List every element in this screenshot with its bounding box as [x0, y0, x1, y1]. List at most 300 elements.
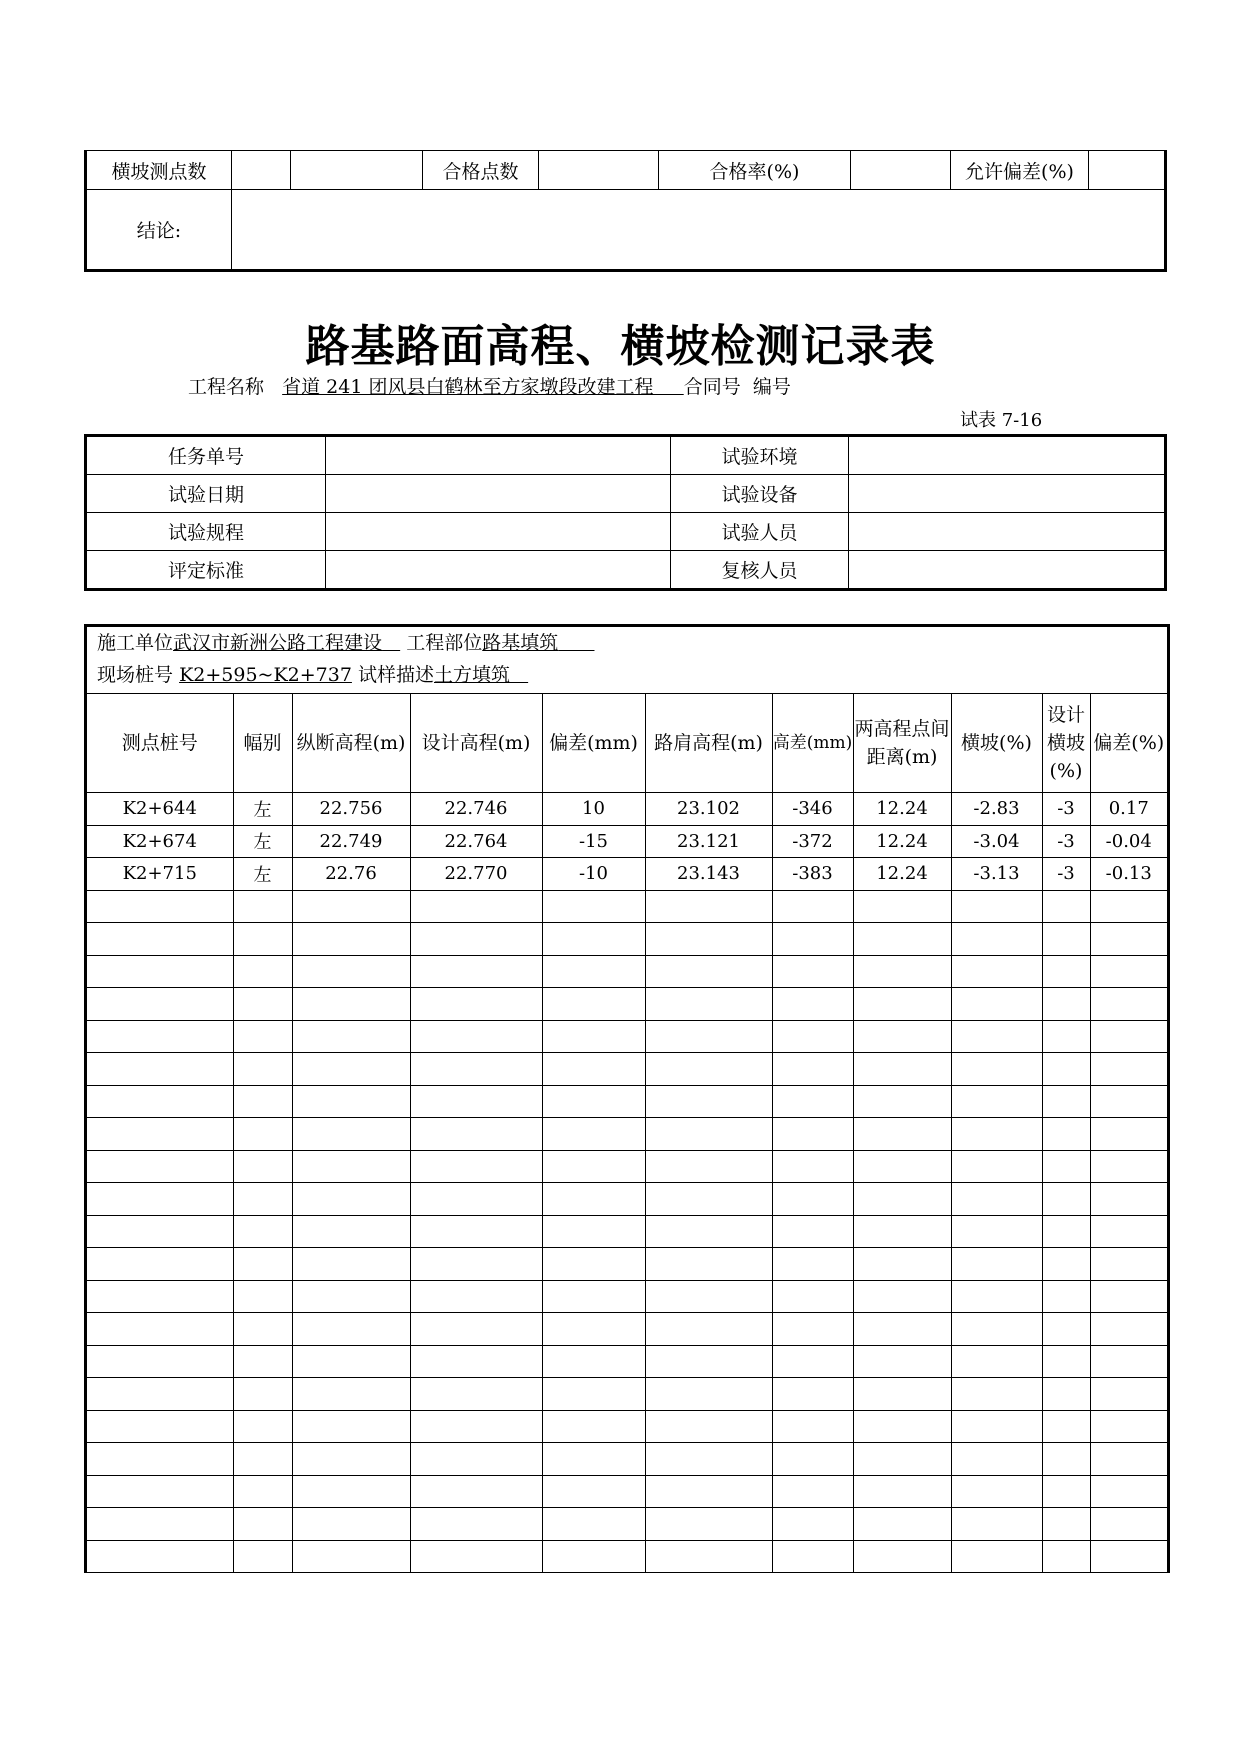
table-cell[interactable] — [542, 1540, 645, 1573]
table-cell[interactable] — [1042, 1475, 1090, 1508]
table-cell[interactable] — [772, 1378, 853, 1411]
table-row — [87, 890, 1167, 923]
table-cell[interactable] — [645, 1378, 772, 1411]
table-cell[interactable] — [233, 1150, 292, 1183]
table-cell[interactable]: 10 — [542, 793, 645, 826]
table-cell[interactable] — [87, 1475, 233, 1508]
table-cell[interactable] — [645, 1053, 772, 1086]
table-cell[interactable] — [951, 1410, 1042, 1443]
table-cell[interactable] — [645, 1020, 772, 1053]
table-cell[interactable] — [951, 923, 1042, 956]
table-cell[interactable] — [853, 1118, 951, 1151]
table-cell[interactable]: 22.764 — [410, 825, 542, 858]
table-cell[interactable] — [292, 1345, 410, 1378]
table-cell[interactable] — [233, 890, 292, 923]
table-cell[interactable] — [233, 1053, 292, 1086]
table-cell[interactable]: 22.76 — [292, 858, 410, 891]
table-cell[interactable] — [951, 1053, 1042, 1086]
table-cell[interactable] — [410, 1085, 542, 1118]
table-cell[interactable] — [1090, 1248, 1167, 1281]
table-cell[interactable] — [542, 1508, 645, 1541]
table-cell[interactable]: 23.102 — [645, 793, 772, 826]
table-cell[interactable] — [292, 1053, 410, 1086]
table-cell[interactable] — [233, 1443, 292, 1476]
table-cell[interactable] — [87, 1150, 233, 1183]
table-cell[interactable] — [1090, 1183, 1167, 1216]
table-cell[interactable] — [542, 1020, 645, 1053]
table-cell[interactable] — [542, 1475, 645, 1508]
table-cell[interactable] — [1042, 955, 1090, 988]
table-cell[interactable] — [410, 1540, 542, 1573]
table-cell[interactable] — [1042, 1020, 1090, 1053]
table-row — [87, 825, 1167, 858]
table-cell[interactable] — [233, 1508, 292, 1541]
table-cell[interactable] — [292, 1378, 410, 1411]
table-cell[interactable] — [233, 1248, 292, 1281]
table-cell[interactable] — [542, 1183, 645, 1216]
table-cell[interactable] — [853, 1410, 951, 1443]
table-cell[interactable] — [542, 1150, 645, 1183]
table-cell[interactable]: 22.756 — [292, 793, 410, 826]
table-cell[interactable] — [645, 1508, 772, 1541]
table-cell[interactable] — [1090, 1280, 1167, 1313]
table-cell[interactable] — [772, 955, 853, 988]
table-row — [87, 955, 1167, 988]
table-cell[interactable] — [645, 1475, 772, 1508]
staff-value[interactable] — [849, 513, 1166, 551]
col-header: 设计高程(m) — [410, 694, 542, 793]
table-cell[interactable] — [233, 1313, 292, 1346]
table-cell[interactable] — [1090, 1020, 1167, 1053]
table-cell[interactable] — [1042, 1248, 1090, 1281]
table-cell[interactable] — [1042, 1085, 1090, 1118]
pile-label: 现场桩号 — [97, 664, 174, 686]
table-cell[interactable] — [87, 1540, 233, 1573]
env-value[interactable] — [849, 436, 1166, 475]
table-cell[interactable] — [1042, 1215, 1090, 1248]
table-cell[interactable] — [87, 1313, 233, 1346]
table-cell[interactable] — [853, 1378, 951, 1411]
table-cell[interactable] — [410, 1280, 542, 1313]
table-cell[interactable] — [1090, 1475, 1167, 1508]
table-cell[interactable] — [951, 1475, 1042, 1508]
table-cell[interactable] — [87, 1508, 233, 1541]
table-cell[interactable] — [233, 988, 292, 1021]
table-cell[interactable] — [1090, 1540, 1167, 1573]
conclusion-value[interactable] — [232, 190, 1166, 271]
table-cell[interactable] — [87, 1020, 233, 1053]
table-cell[interactable] — [1042, 890, 1090, 923]
table-cell[interactable] — [1042, 1053, 1090, 1086]
table-cell[interactable] — [410, 923, 542, 956]
table-cell[interactable] — [1042, 1378, 1090, 1411]
table-cell[interactable] — [410, 1378, 542, 1411]
table-cell[interactable] — [87, 1085, 233, 1118]
table-cell[interactable] — [292, 1248, 410, 1281]
table-cell[interactable] — [233, 1280, 292, 1313]
table-cell[interactable] — [542, 988, 645, 1021]
table-cell[interactable]: -2.83 — [951, 793, 1042, 826]
table-cell[interactable] — [853, 1020, 951, 1053]
table-cell[interactable] — [951, 1313, 1042, 1346]
col-header: 两高程点间距离(m) — [853, 694, 951, 793]
table-row — [87, 793, 1167, 826]
table-cell[interactable] — [951, 1345, 1042, 1378]
table-cell[interactable] — [542, 1443, 645, 1476]
table-row — [87, 1085, 1167, 1118]
table-cell[interactable] — [645, 1410, 772, 1443]
table-cell[interactable] — [951, 1378, 1042, 1411]
table-cell[interactable] — [853, 1053, 951, 1086]
table-cell[interactable] — [87, 1443, 233, 1476]
table-cell[interactable] — [645, 1540, 772, 1573]
allow-dev-value[interactable] — [1089, 151, 1166, 190]
table-cell[interactable] — [87, 1053, 233, 1086]
table-cell[interactable] — [951, 1085, 1042, 1118]
table-cell[interactable]: -10 — [542, 858, 645, 891]
table-cell[interactable] — [292, 1475, 410, 1508]
table-cell[interactable] — [645, 923, 772, 956]
count-value[interactable] — [232, 151, 291, 190]
table-cell[interactable] — [951, 1118, 1042, 1151]
table-cell[interactable] — [1090, 890, 1167, 923]
table-cell[interactable] — [951, 1215, 1042, 1248]
table-cell[interactable]: -346 — [772, 793, 853, 826]
table-cell[interactable] — [542, 923, 645, 956]
table-cell[interactable] — [542, 1378, 645, 1411]
table-cell[interactable] — [410, 890, 542, 923]
table-cell[interactable] — [853, 988, 951, 1021]
table-cell[interactable] — [853, 1313, 951, 1346]
table-cell[interactable] — [87, 988, 233, 1021]
table-cell[interactable] — [772, 890, 853, 923]
table-cell[interactable] — [1090, 1085, 1167, 1118]
table-cell[interactable] — [542, 1085, 645, 1118]
table-cell[interactable] — [542, 1345, 645, 1378]
table-cell[interactable] — [772, 1313, 853, 1346]
table-cell[interactable] — [292, 1183, 410, 1216]
table-cell[interactable] — [645, 1280, 772, 1313]
blank-cell[interactable] — [291, 151, 423, 190]
table-cell[interactable] — [951, 988, 1042, 1021]
table-cell[interactable]: K2+674 — [87, 825, 233, 858]
table-cell[interactable] — [1042, 1313, 1090, 1346]
table-cell[interactable] — [853, 955, 951, 988]
table-cell[interactable] — [1042, 1540, 1090, 1573]
table-cell[interactable] — [772, 1215, 853, 1248]
table-cell[interactable] — [1090, 988, 1167, 1021]
table-cell[interactable] — [645, 955, 772, 988]
table-row — [87, 1215, 1167, 1248]
table-cell[interactable] — [1090, 1118, 1167, 1151]
table-cell[interactable] — [233, 1215, 292, 1248]
project-line — [188, 372, 791, 399]
table-cell[interactable] — [292, 1215, 410, 1248]
table-cell[interactable] — [645, 988, 772, 1021]
table-cell[interactable]: -3 — [1042, 858, 1090, 891]
procedure-label: 试验规程 — [86, 513, 326, 551]
table-cell[interactable] — [853, 1215, 951, 1248]
table-cell[interactable]: 23.143 — [645, 858, 772, 891]
table-cell[interactable]: -372 — [772, 825, 853, 858]
table-cell[interactable] — [410, 1248, 542, 1281]
table-cell[interactable] — [772, 1540, 853, 1573]
number-label: 编号 — [752, 376, 791, 398]
table-cell[interactable] — [772, 1118, 853, 1151]
table-cell[interactable] — [410, 1118, 542, 1151]
table-cell[interactable] — [87, 955, 233, 988]
table-cell[interactable] — [292, 1313, 410, 1346]
table-cell[interactable] — [542, 1215, 645, 1248]
table-cell[interactable] — [951, 1020, 1042, 1053]
table-cell[interactable] — [772, 1345, 853, 1378]
table-cell[interactable] — [772, 923, 853, 956]
table-cell[interactable] — [87, 923, 233, 956]
table-cell[interactable] — [410, 1508, 542, 1541]
table-cell[interactable] — [233, 1118, 292, 1151]
table-cell[interactable] — [542, 890, 645, 923]
table-cell[interactable] — [772, 1150, 853, 1183]
table-cell[interactable] — [292, 955, 410, 988]
table-cell[interactable] — [87, 1280, 233, 1313]
table-cell[interactable] — [292, 1150, 410, 1183]
table-cell[interactable] — [233, 1540, 292, 1573]
table-cell[interactable] — [410, 1475, 542, 1508]
table-cell[interactable] — [1090, 1410, 1167, 1443]
table-cell[interactable] — [853, 1475, 951, 1508]
page-title: 路基路面高程、横坡检测记录表 — [305, 321, 936, 372]
unit-label: 施工单位 — [97, 632, 174, 654]
table-cell[interactable] — [410, 1410, 542, 1443]
table-cell[interactable] — [853, 923, 951, 956]
table-cell[interactable]: -0.13 — [1090, 858, 1167, 891]
table-cell[interactable] — [1042, 923, 1090, 956]
table-cell[interactable]: -15 — [542, 825, 645, 858]
table-cell[interactable] — [410, 1215, 542, 1248]
table-cell[interactable] — [410, 1443, 542, 1476]
table-cell[interactable] — [233, 1345, 292, 1378]
table-cell[interactable] — [772, 1508, 853, 1541]
table-cell[interactable] — [772, 1410, 853, 1443]
table-cell[interactable] — [645, 1215, 772, 1248]
table-cell[interactable]: 12.24 — [853, 858, 951, 891]
table-cell[interactable] — [233, 1410, 292, 1443]
task-no-value[interactable] — [326, 436, 671, 475]
table-cell[interactable] — [87, 1215, 233, 1248]
date-value[interactable] — [326, 475, 671, 513]
table-cell[interactable] — [410, 988, 542, 1021]
table-cell[interactable]: -383 — [772, 858, 853, 891]
unit-value: 武汉市新洲公路工程建设 — [173, 632, 383, 654]
table-cell[interactable] — [853, 1345, 951, 1378]
table-cell[interactable] — [292, 890, 410, 923]
table-cell[interactable] — [1042, 1280, 1090, 1313]
table-cell[interactable] — [772, 1085, 853, 1118]
table-cell[interactable] — [542, 1248, 645, 1281]
table-cell[interactable] — [951, 1280, 1042, 1313]
pass-count-value[interactable] — [539, 151, 659, 190]
table-cell[interactable] — [645, 1248, 772, 1281]
table-cell[interactable] — [410, 1020, 542, 1053]
table-cell[interactable] — [1042, 988, 1090, 1021]
table-cell[interactable] — [292, 1410, 410, 1443]
table-cell[interactable] — [410, 1053, 542, 1086]
table-cell[interactable] — [645, 1443, 772, 1476]
table-cell[interactable] — [951, 1248, 1042, 1281]
table-cell[interactable]: -3.13 — [951, 858, 1042, 891]
col-header: 偏差(%) — [1090, 694, 1167, 793]
table-cell[interactable] — [292, 923, 410, 956]
table-cell[interactable] — [772, 988, 853, 1021]
table-cell[interactable] — [1090, 1215, 1167, 1248]
table-cell[interactable] — [645, 1313, 772, 1346]
table-cell[interactable] — [87, 1345, 233, 1378]
table-cell[interactable] — [1090, 1345, 1167, 1378]
table-cell[interactable] — [853, 1540, 951, 1573]
table-cell[interactable] — [292, 1540, 410, 1573]
table-cell[interactable] — [233, 923, 292, 956]
table-cell[interactable] — [542, 955, 645, 988]
table-cell[interactable] — [233, 1085, 292, 1118]
table-cell[interactable]: K2+644 — [87, 793, 233, 826]
table-cell[interactable] — [772, 1248, 853, 1281]
table-cell[interactable] — [951, 890, 1042, 923]
table-cell[interactable] — [292, 988, 410, 1021]
table-cell[interactable] — [853, 1443, 951, 1476]
table-cell[interactable] — [1090, 1378, 1167, 1411]
col-header: 路肩高程(m) — [645, 694, 772, 793]
table-cell[interactable] — [410, 1183, 542, 1216]
table-cell[interactable] — [645, 1118, 772, 1151]
table-cell[interactable] — [87, 1410, 233, 1443]
table-cell[interactable] — [645, 1183, 772, 1216]
table-cell[interactable] — [951, 955, 1042, 988]
table-cell[interactable] — [853, 1280, 951, 1313]
table-cell[interactable]: -3.04 — [951, 825, 1042, 858]
table-cell[interactable] — [1090, 1150, 1167, 1183]
review-label: 复核人员 — [671, 551, 849, 590]
table-cell[interactable] — [853, 1248, 951, 1281]
table-cell[interactable] — [292, 1508, 410, 1541]
equip-value[interactable] — [849, 475, 1166, 513]
table-cell[interactable] — [1042, 1410, 1090, 1443]
table-cell[interactable] — [410, 955, 542, 988]
table-cell[interactable] — [292, 1443, 410, 1476]
table-cell[interactable] — [542, 1118, 645, 1151]
table-cell[interactable] — [292, 1085, 410, 1118]
table-cell[interactable]: 12.24 — [853, 793, 951, 826]
table-cell[interactable] — [87, 1183, 233, 1216]
table-cell[interactable]: 12.24 — [853, 825, 951, 858]
pass-rate-value[interactable] — [851, 151, 951, 190]
table-cell[interactable] — [542, 1280, 645, 1313]
table-cell[interactable]: -0.04 — [1090, 825, 1167, 858]
table-cell[interactable] — [410, 1313, 542, 1346]
table-cell[interactable]: 左 — [233, 825, 292, 858]
table-cell[interactable] — [292, 1118, 410, 1151]
table-cell[interactable] — [645, 1345, 772, 1378]
procedure-value[interactable] — [326, 513, 671, 551]
table-cell[interactable] — [233, 1183, 292, 1216]
table-cell[interactable]: 23.121 — [645, 825, 772, 858]
table-row — [87, 1053, 1167, 1086]
table-cell[interactable] — [645, 1150, 772, 1183]
table-cell[interactable] — [772, 1443, 853, 1476]
table-cell[interactable] — [1090, 1508, 1167, 1541]
table-cell[interactable]: 22.746 — [410, 793, 542, 826]
review-value[interactable] — [849, 551, 1166, 590]
table-cell[interactable] — [410, 1150, 542, 1183]
record-header — [87, 627, 1167, 694]
table-cell[interactable] — [233, 1378, 292, 1411]
table-cell[interactable] — [772, 1475, 853, 1508]
table-cell[interactable]: 左 — [233, 858, 292, 891]
table-cell[interactable] — [645, 890, 772, 923]
table-cell[interactable] — [292, 1280, 410, 1313]
table-cell[interactable]: 22.770 — [410, 858, 542, 891]
table-cell[interactable] — [233, 1475, 292, 1508]
table-cell[interactable] — [853, 1150, 951, 1183]
table-cell[interactable] — [1090, 1313, 1167, 1346]
table-cell[interactable]: K2+715 — [87, 858, 233, 891]
table-cell[interactable] — [853, 1183, 951, 1216]
table-cell[interactable] — [1042, 1443, 1090, 1476]
record-table — [87, 694, 1167, 1573]
table-cell[interactable] — [292, 1020, 410, 1053]
table-cell[interactable] — [1090, 1053, 1167, 1086]
table-cell[interactable]: -3 — [1042, 825, 1090, 858]
table-cell[interactable] — [853, 890, 951, 923]
table-cell[interactable] — [1042, 1183, 1090, 1216]
table-cell[interactable] — [951, 1443, 1042, 1476]
table-cell[interactable] — [1042, 1118, 1090, 1151]
table-cell[interactable] — [951, 1540, 1042, 1573]
table-cell[interactable] — [233, 1020, 292, 1053]
table-cell[interactable] — [542, 1410, 645, 1443]
table-cell[interactable]: 左 — [233, 793, 292, 826]
table-cell[interactable] — [542, 1313, 645, 1346]
table-cell[interactable] — [772, 1280, 853, 1313]
table-cell[interactable] — [1042, 1345, 1090, 1378]
table-cell[interactable] — [87, 1118, 233, 1151]
table-cell[interactable] — [1042, 1150, 1090, 1183]
table-cell[interactable] — [1090, 955, 1167, 988]
table-cell[interactable] — [542, 1053, 645, 1086]
table-cell[interactable] — [1090, 1443, 1167, 1476]
table-cell[interactable] — [951, 1150, 1042, 1183]
table-cell[interactable] — [951, 1508, 1042, 1541]
table-cell[interactable]: -3 — [1042, 793, 1090, 826]
table-cell[interactable] — [853, 1085, 951, 1118]
table-cell[interactable] — [410, 1345, 542, 1378]
table-cell[interactable] — [233, 955, 292, 988]
standard-value[interactable] — [326, 551, 671, 590]
table-cell[interactable] — [951, 1183, 1042, 1216]
table-cell[interactable] — [87, 1248, 233, 1281]
table-cell[interactable] — [853, 1508, 951, 1541]
table-cell[interactable]: 22.749 — [292, 825, 410, 858]
sample-value: 土方填筑 — [433, 664, 510, 686]
table-cell[interactable] — [772, 1020, 853, 1053]
table-cell[interactable] — [1090, 923, 1167, 956]
table-cell[interactable] — [645, 1085, 772, 1118]
table-cell[interactable] — [772, 1053, 853, 1086]
table-cell[interactable] — [1042, 1508, 1090, 1541]
table-cell[interactable] — [772, 1183, 853, 1216]
table-cell[interactable] — [87, 1378, 233, 1411]
table-cell[interactable] — [87, 890, 233, 923]
table-cell[interactable]: 0.17 — [1090, 793, 1167, 826]
